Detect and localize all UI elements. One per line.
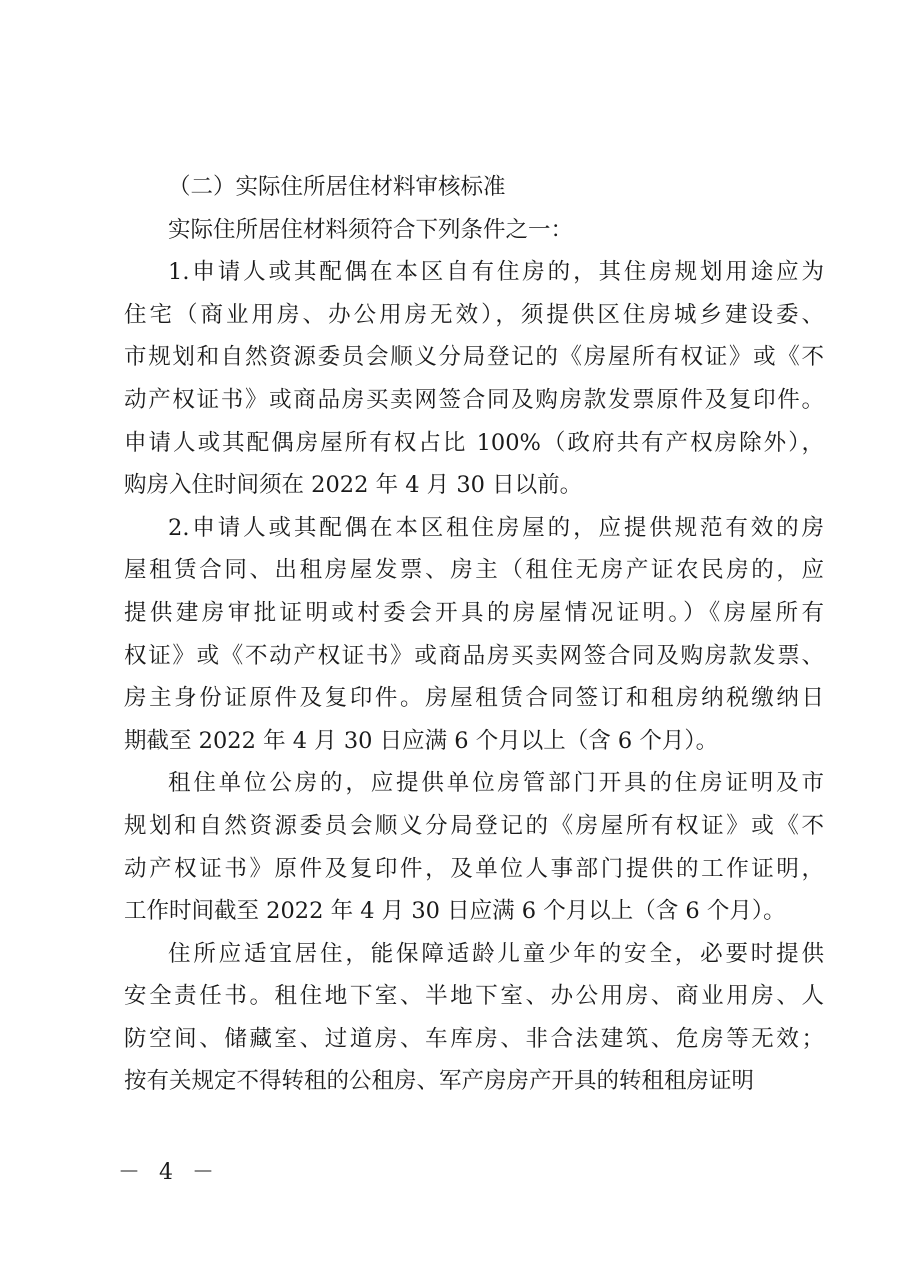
body-text <box>124 166 824 1103</box>
text-line: （二）实际住所居住材料审核标准 <box>168 174 506 200</box>
text-line: 期截至 2022 年 4 月 30 日应满 6 个月以上（含 6 个月）。 <box>124 727 719 754</box>
text-line: 动产权证书》或商品房买卖网签合同及购房款发票原件及复印件。 <box>124 386 824 413</box>
text-line: 2.申请人或其配偶在本区租住房屋的，应提供规范有效的房 <box>168 514 824 541</box>
text-line: 申请人或其配偶房屋所有权占比 100%（政府共有产权房除外）， <box>124 429 824 456</box>
text-line: 按有关规定不得转租的公租房、军产房房产开具的转租租房证明 <box>124 1068 755 1095</box>
text-line: 防空间、储藏室、过道房、车库房、非合法建筑、危房等无效； <box>124 1025 824 1052</box>
paragraph <box>124 933 824 1103</box>
text-line: 安全责任书。租住地下室、半地下室、办公用房、商业用房、人 <box>124 983 824 1010</box>
text-line: 实际住所居住材料须符合下列条件之一： <box>168 216 574 243</box>
text-line: 权证》或《不动产权证书》或商品房买卖网签合同及购房款发票、 <box>124 642 824 669</box>
page-number: － 4 － <box>118 1160 220 1185</box>
paragraph <box>124 507 824 763</box>
text-line: 住宅（商业用房、办公用房无效），须提供区住房城乡建设委、 <box>124 301 824 328</box>
text-line: 住所应适宜居住，能保障适龄儿童少年的安全，必要时提供 <box>168 940 824 967</box>
text-line: 提供建房审批证明或村委会开具的房屋情况证明。）《房屋所有 <box>124 599 824 626</box>
text-line: 动产权证书》原件及复印件，及单位人事部门提供的工作证明， <box>124 855 824 882</box>
text-line: 工作时间截至 2022 年 4 月 30 日应满 6 个月以上（含 6 个月）。 <box>124 898 786 925</box>
text-line: 规划和自然资源委员会顺义分局登记的《房屋所有权证》或《不 <box>124 812 824 839</box>
text-line: 房主身份证原件及复印件。房屋租赁合同签订和租房纳税缴纳日 <box>124 685 824 712</box>
text-line: 购房入住时间须在 2022 年 4 月 30 日以前。 <box>124 472 583 499</box>
paragraph <box>124 251 824 507</box>
paragraph <box>124 762 824 932</box>
text-line: 屋租赁合同、出租房屋发票、房主（租住无房产证农民房的，应 <box>124 557 824 584</box>
text-line: 1.申请人或其配偶在本区自有住房的，其住房规划用途应为 <box>168 259 824 286</box>
text-line: 租住单位公房的，应提供单位房管部门开具的住房证明及市 <box>168 770 824 797</box>
paragraph <box>124 209 824 252</box>
paragraph <box>124 166 824 209</box>
text-line: 市规划和自然资源委员会顺义分局登记的《房屋所有权证》或《不 <box>124 344 824 371</box>
